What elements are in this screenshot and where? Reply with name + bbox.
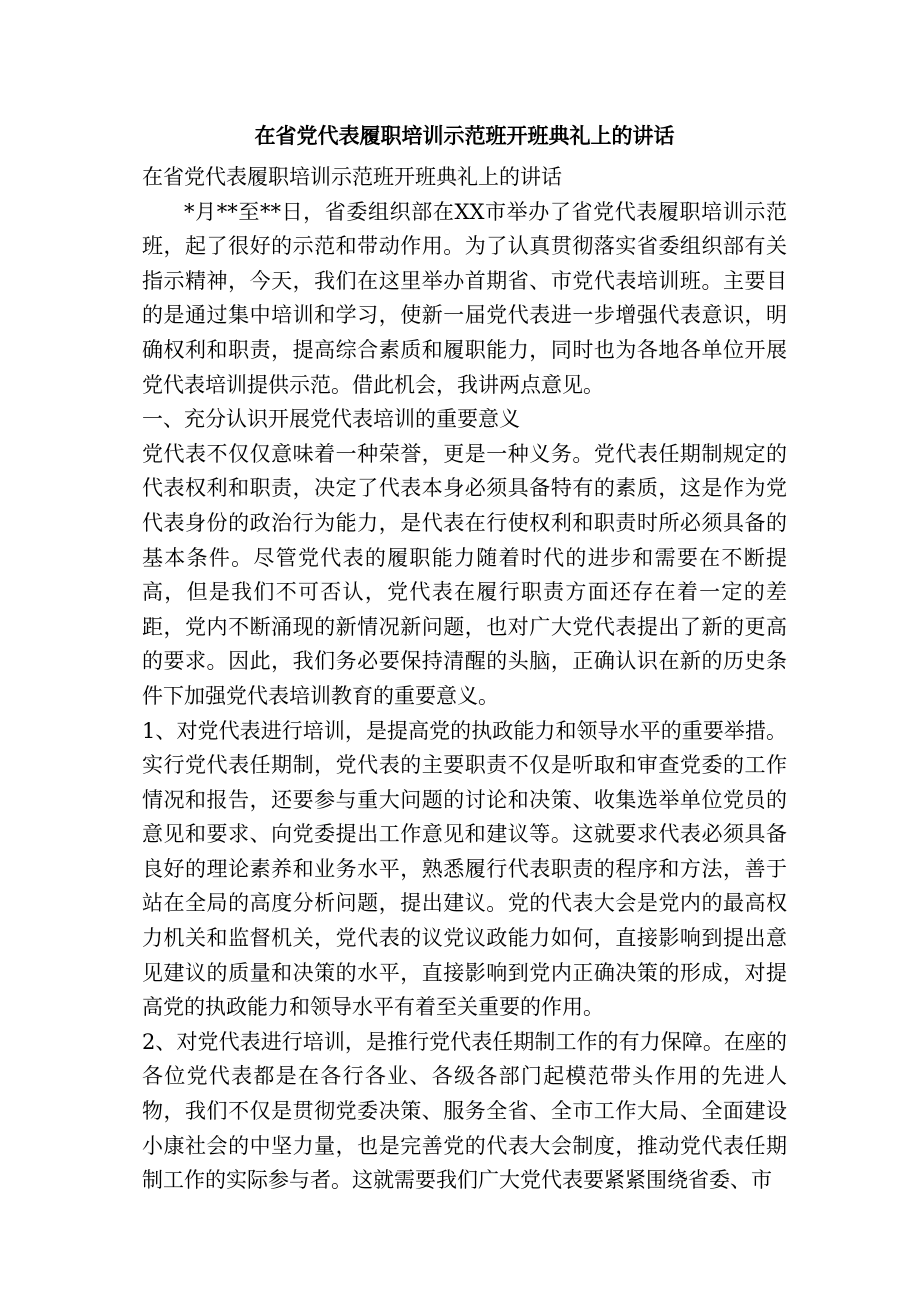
paragraph-significance: 党代表不仅仅意味着一种荣誉，更是一种义务。党代表任期制规定的代表权利和职责，决定了代表本身必须具备特有的素质，这是作为党代表身份的政治行为能力，是代表在行使权利和职责时所必须具备的基本条件。尽管党代表的履职能力随着时代的进步和需要在不断提高，但是我们不可否认，党代表在履行职责方面还存在着一定的差距，党内不断涌现的新情况新问题，也对广大党代表提出了新的更高的要求。因此，我们务必要保持清醒的头脑，正确认识在新的历史条件下加强党代表培训教育的重要意义。: [142, 441, 787, 708]
document-subtitle: 在省党代表履职培训示范班开班典礼上的讲话: [142, 165, 562, 189]
section-heading-1: 一、充分认识开展党代表培训的重要意义: [142, 407, 520, 432]
paragraph-point-1: 1、对党代表进行培训，是提高党的执政能力和领导水平的重要举措。实行党代表任期制，党代表的主要职责不仅是听取和审查党委的工作情况和报告，还要参与重大问题的讨论和决策、收集选举单位党员的意见和要求、向党委提出工作意见和建议等。这就要求代表必须具备良好的理论素养和业务水平，熟悉履行代表职责的程序和方法，善于站在全局的高度分析问题，提出建议。党的代表大会是党内的最高权力机关和监督机关，党代表的议党议政能力如何，直接影响到提出意见建议的质量和决策的水平，直接影响到党内正确决策的形成，对提高党的执政能力和领导水平有着至关重要的作用。: [142, 718, 787, 1020]
document-title: 在省党代表履职培训示范班开班典礼上的讲话: [254, 123, 675, 148]
paragraph-intro: *月**至**日，省委组织部在XX市举办了省党代表履职培训示范班，起了很好的示范和带动作用。为了认真贯彻落实省委组织部有关指示精神，今天，我们在这里举办首期省、市党代表培训班。主要目的是通过集中培训和学习，使新一届党代表进一步增强代表意识，明确权利和职责，提高综合素质和履职能力，同时也为各地各单位开展党代表培训提供示范。借此机会，我讲两点意见。: [142, 199, 787, 397]
document-page: [142, 116, 787, 1198]
paragraph-point-2: 2、对党代表进行培训，是推行党代表任期制工作的有力保障。在座的各位党代表都是在各行各业、各级各部门起模范带头作用的先进人物，我们不仅是贯彻党委决策、服务全省、全市工作大局、全面建设小康社会的中坚力量，也是完善党的代表大会制度，推动党代表任期制工作的实际参与者。这就需要我们广大党代表要紧紧围绕省委、市: [142, 1029, 787, 1193]
